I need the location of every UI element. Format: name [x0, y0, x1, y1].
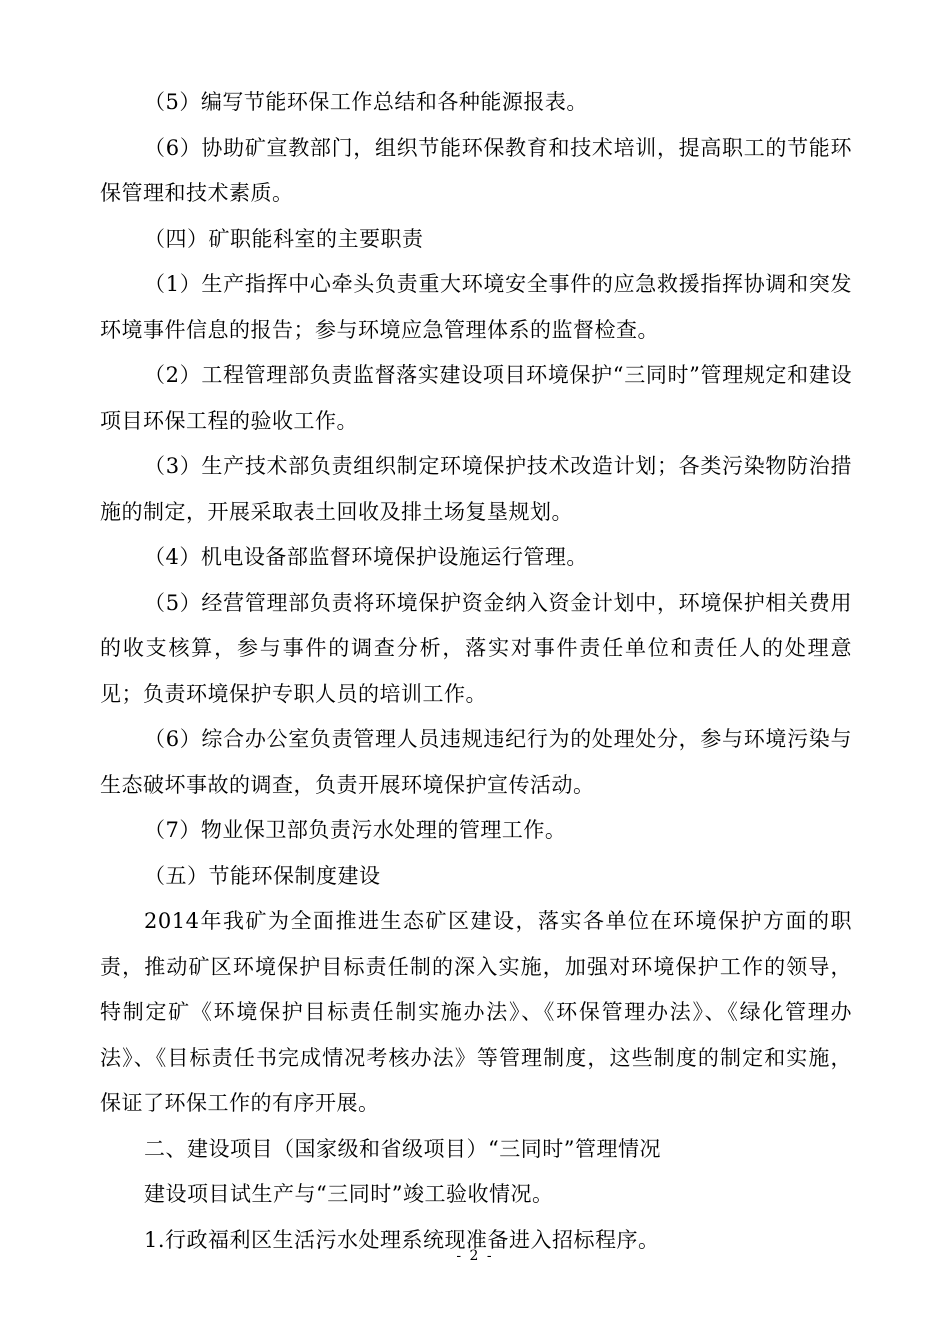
paragraph-duty-6: （6）综合办公室负责管理人员违规违纪行为的处理处分，参与环境污染与生态破坏事故的调查，负责开展环境保护宣传活动。: [100, 727, 852, 797]
paragraph-duty-3: （3）生产技术部负责组织制定环境保护技术改造计划；各类污染物防治措施的制定，开展采取表土回收及排土场复垦规划。: [100, 454, 852, 524]
page-number: - 2 -: [456, 1248, 494, 1264]
paragraph-item-6-training: （6）协助矿宣教部门，组织节能环保教育和技术培训，提高职工的节能环保管理和技术素质。: [100, 135, 852, 205]
paragraph-duty-1: （1）生产指挥中心牵头负责重大环境安全事件的应急救援指挥协调和突发环境事件信息的报告；参与环境应急管理体系的监督检查。: [100, 272, 852, 342]
paragraph-duty-4: （4）机电设备部监督环境保护设施运行管理。: [144, 545, 588, 569]
paragraph-item-1-sewage: 1.行政福利区生活污水处理系统现准备进入招标程序。: [144, 1227, 660, 1252]
section-heading-two: 二、建设项目（国家级和省级项目）“三同时”管理情况: [144, 1136, 661, 1161]
paragraph-duty-2: （2）工程管理部负责监督落实建设项目环境保护“三同时”管理规定和建设项目环保工程的验收工作。: [100, 363, 852, 433]
section-heading-four: （四）矿职能科室的主要职责: [144, 226, 424, 251]
paragraph-acceptance: 建设项目试生产与“三同时”竣工验收情况。: [144, 1182, 554, 1206]
paragraph-item-5-energy-report: （5）编写节能环保工作总结和各种能源报表。: [144, 90, 588, 114]
document-body: [100, 80, 852, 1263]
paragraph-system-building: 2014年我矿为全面推进生态矿区建设，落实各单位在环境保护方面的职责，推动矿区环境保护目标责任制的深入实施，加强对环境保护工作的领导，特制定矿《环境保护目标责任制实施办法》、《环保管理办法》、《绿化管理办法》、《目标责任书完成情况考核办法》等管理制度，这些制度的制定和实施，保证了环保工作的有序开展。: [100, 909, 852, 1115]
paragraph-duty-7: （7）物业保卫部负责污水处理的管理工作。: [144, 818, 567, 842]
section-heading-five: （五）节能环保制度建设: [144, 863, 381, 888]
paragraph-duty-5: （5）经营管理部负责将环境保护资金纳入资金计划中，环境保护相关费用的收支核算，参与事件的调查分析，落实对事件责任单位和责任人的处理意见；负责环境保护专职人员的培训工作。: [100, 590, 852, 706]
